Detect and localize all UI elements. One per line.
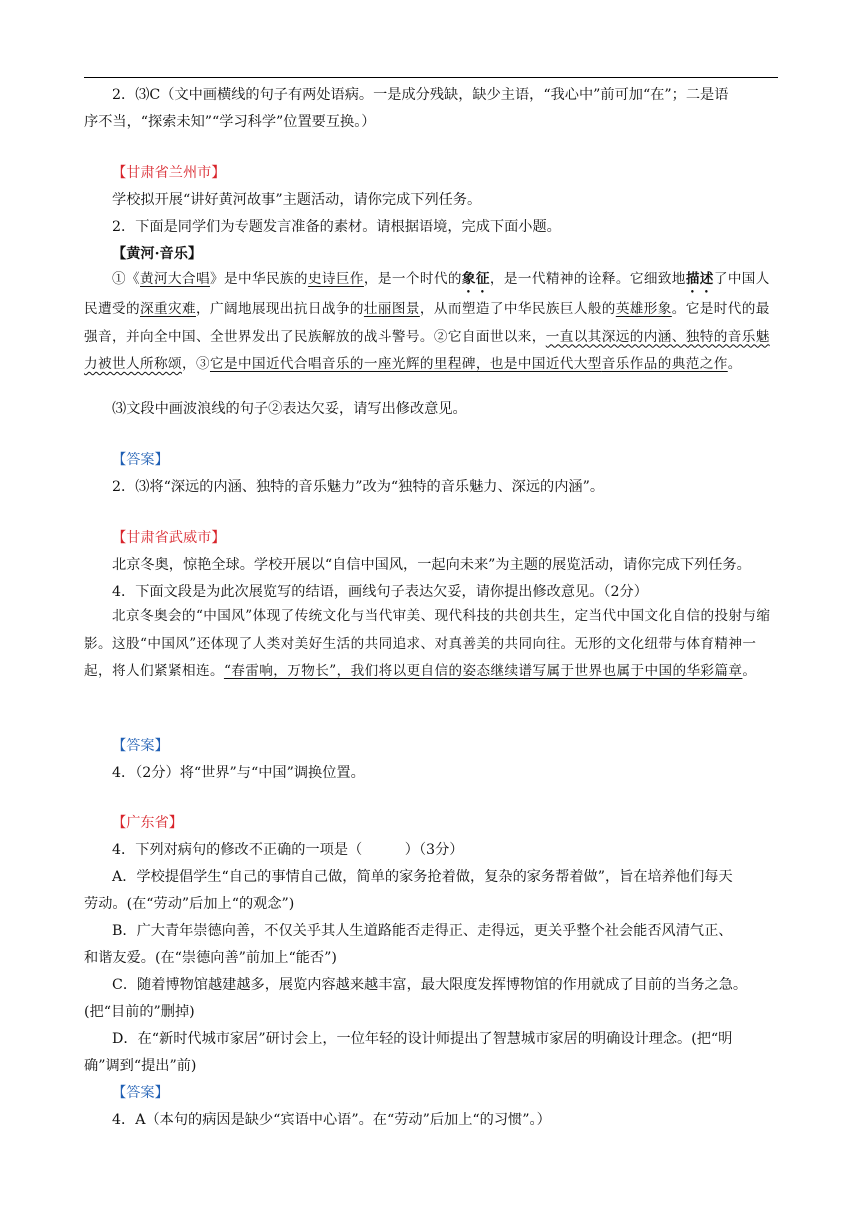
lanzhou-intro: 学校拟开展“讲好黄河故事”主题活动，请你完成下列任务。	[112, 192, 482, 208]
passage-seg: 。	[727, 356, 742, 372]
answer-tag: 【答案】	[112, 1085, 169, 1101]
passage-seg-underlined: 黄河大合唱	[140, 271, 210, 287]
passage-seg-underlined: 英雄形象	[615, 301, 672, 317]
passage-seg-underlined: 深重灾难	[139, 301, 196, 317]
option-b-cont: 和谐友爱。(在“崇德向善”前加上“能否”)	[84, 950, 337, 966]
wuwei-question: 4．下面文段是为此次展览写的结语，画线句子表达欠妥，请你提出修改意见。（2分）	[112, 584, 648, 600]
lanzhou-answer: 2．⑶将“深远的内涵、独特的音乐魅力”改为“独特的音乐魅力、深远的内涵”。	[112, 479, 605, 495]
passage-seg: ，③	[181, 356, 210, 372]
section-title: 【黄河·音乐】	[112, 246, 203, 262]
passage-seg: ，是一代精神的诠释。它细致地	[489, 271, 686, 287]
region-tag-wuwei: 【甘肃省武威市】	[112, 530, 226, 546]
answer-tag: 【答案】	[112, 452, 169, 468]
passage-seg-dotted: 象征	[461, 271, 490, 287]
guangdong-answer: 4．A（本句的病因是缺少“宾语中心语”。在“劳动”后加上“的习惯”。）	[112, 1112, 551, 1128]
passage-seg-dotted: 描述	[685, 271, 714, 287]
answer-tag: 【答案】	[112, 738, 169, 754]
answer-text-cont: 序不当，“探索未知”“学习科学”位置要互换。）	[84, 114, 376, 130]
passage-seg: 体育精神一起，将人们紧紧相连。	[84, 635, 757, 679]
passage-seg: 了	[713, 271, 728, 287]
option-a: A．学校提倡学生“自己的事情自己做，简单的家务抢着做，复杂的家务帮着做”，旨在培养他们每天	[112, 869, 733, 885]
answer-text: 2．⑶C（文中画横线的句子有两处语病。一是成分残缺，缺少主语，“我心中”前可加“在”；二是语	[112, 87, 729, 103]
passage-seg-wavy: 内涵、独特的音乐魅力被世人所称颂	[84, 328, 770, 372]
passage-seg: 。	[671, 301, 686, 317]
passage-seg: ①《	[112, 271, 140, 287]
option-b: B．广大青年崇德向善，不仅关乎其人生道路能否走得正、走得远，更关乎整个社会能否风清气正、	[112, 923, 733, 939]
passage-seg-underlined: 史诗巨作	[307, 271, 364, 287]
passage-seg: ，是一个时代的	[363, 271, 462, 287]
region-tag-lanzhou: 【甘肃省兰州市】	[112, 165, 226, 181]
guangdong-question: 4．下列对病句的修改不正确的一项是（ ）（3分）	[112, 842, 464, 858]
wuwei-passage	[84, 603, 778, 686]
passage-seg: 》是中华民族的	[209, 271, 308, 287]
option-a-cont: 劳动。(在“劳动”后加上“的观念”)	[84, 896, 295, 912]
option-c: C．随着博物馆越建越多，展览内容越来越丰富，最大限度发挥博物馆的作用就成了目前的当务之急。	[112, 977, 748, 993]
option-d: D．在“新时代城市家居”研讨会上，一位年轻的设计师提出了智慧城市家居的明确设计理念。(把“明	[112, 1031, 733, 1047]
region-tag-guangdong: 【广东省】	[112, 815, 183, 831]
lanzhou-question: 2．下面是同学们为专题发言准备的素材。请根据语境，完成下面小题。	[112, 219, 561, 235]
passage-seg-underlined: 国的华彩篇章	[658, 663, 743, 679]
passage-seg: 它是时代的最强音，并向全中国、全世界发出了民族解放的战斗警号。②它自面世以来，	[84, 301, 770, 345]
passage-seg-underlined: 音乐作品的典范之作	[601, 356, 728, 372]
header-rule	[84, 77, 778, 78]
passage-seg: 射与缩影。这股“中国风”还体现了人类对美好生活的共同追求、对真善美的共同向往。无形的文化纽带与	[84, 608, 771, 652]
option-c-cont: (把“目前的”删掉)	[84, 1004, 195, 1020]
wuwei-answer: 4．（2分）将“世界”与“中国”调换位置。	[112, 765, 365, 781]
passage-seg: 中国人民遭受的	[84, 271, 770, 317]
option-d-cont: 确”调到“提出”前)	[84, 1058, 197, 1074]
passage-seg: 。	[742, 663, 757, 679]
lanzhou-passage	[84, 266, 778, 379]
passage-seg-underlined: 它是中国近代合唱音乐的一座光辉的里程碑，也是中国近代大型	[209, 356, 602, 372]
lanzhou-subquestion: ⑶文段中画波浪线的句子②表达欠妥，请写出修改意见。	[112, 401, 467, 417]
passage-seg-underlined: 壮丽图景	[363, 301, 420, 317]
wuwei-intro: 北京冬奥，惊艳全球。学校开展以“自信中国风，一起向未来”为主题的展览活动，请你完成下列任务。	[112, 557, 751, 573]
passage-seg-underlined: “春雷响，万物长”，我们将以更自信的姿态继续谱写属于世界也属于中	[223, 663, 659, 679]
passage-seg: ，从而塑造了中华民族巨人般的	[419, 301, 616, 317]
passage-seg: ，广阔地展现出抗日战争的	[195, 301, 364, 317]
passage-seg-wavy: 一直以其深远的	[545, 328, 644, 345]
passage-seg: 北京冬奥会的“中国风”体现了传统文化与当代审美、现代科技的共创共生，定当代中国文化自信的投	[112, 608, 729, 624]
